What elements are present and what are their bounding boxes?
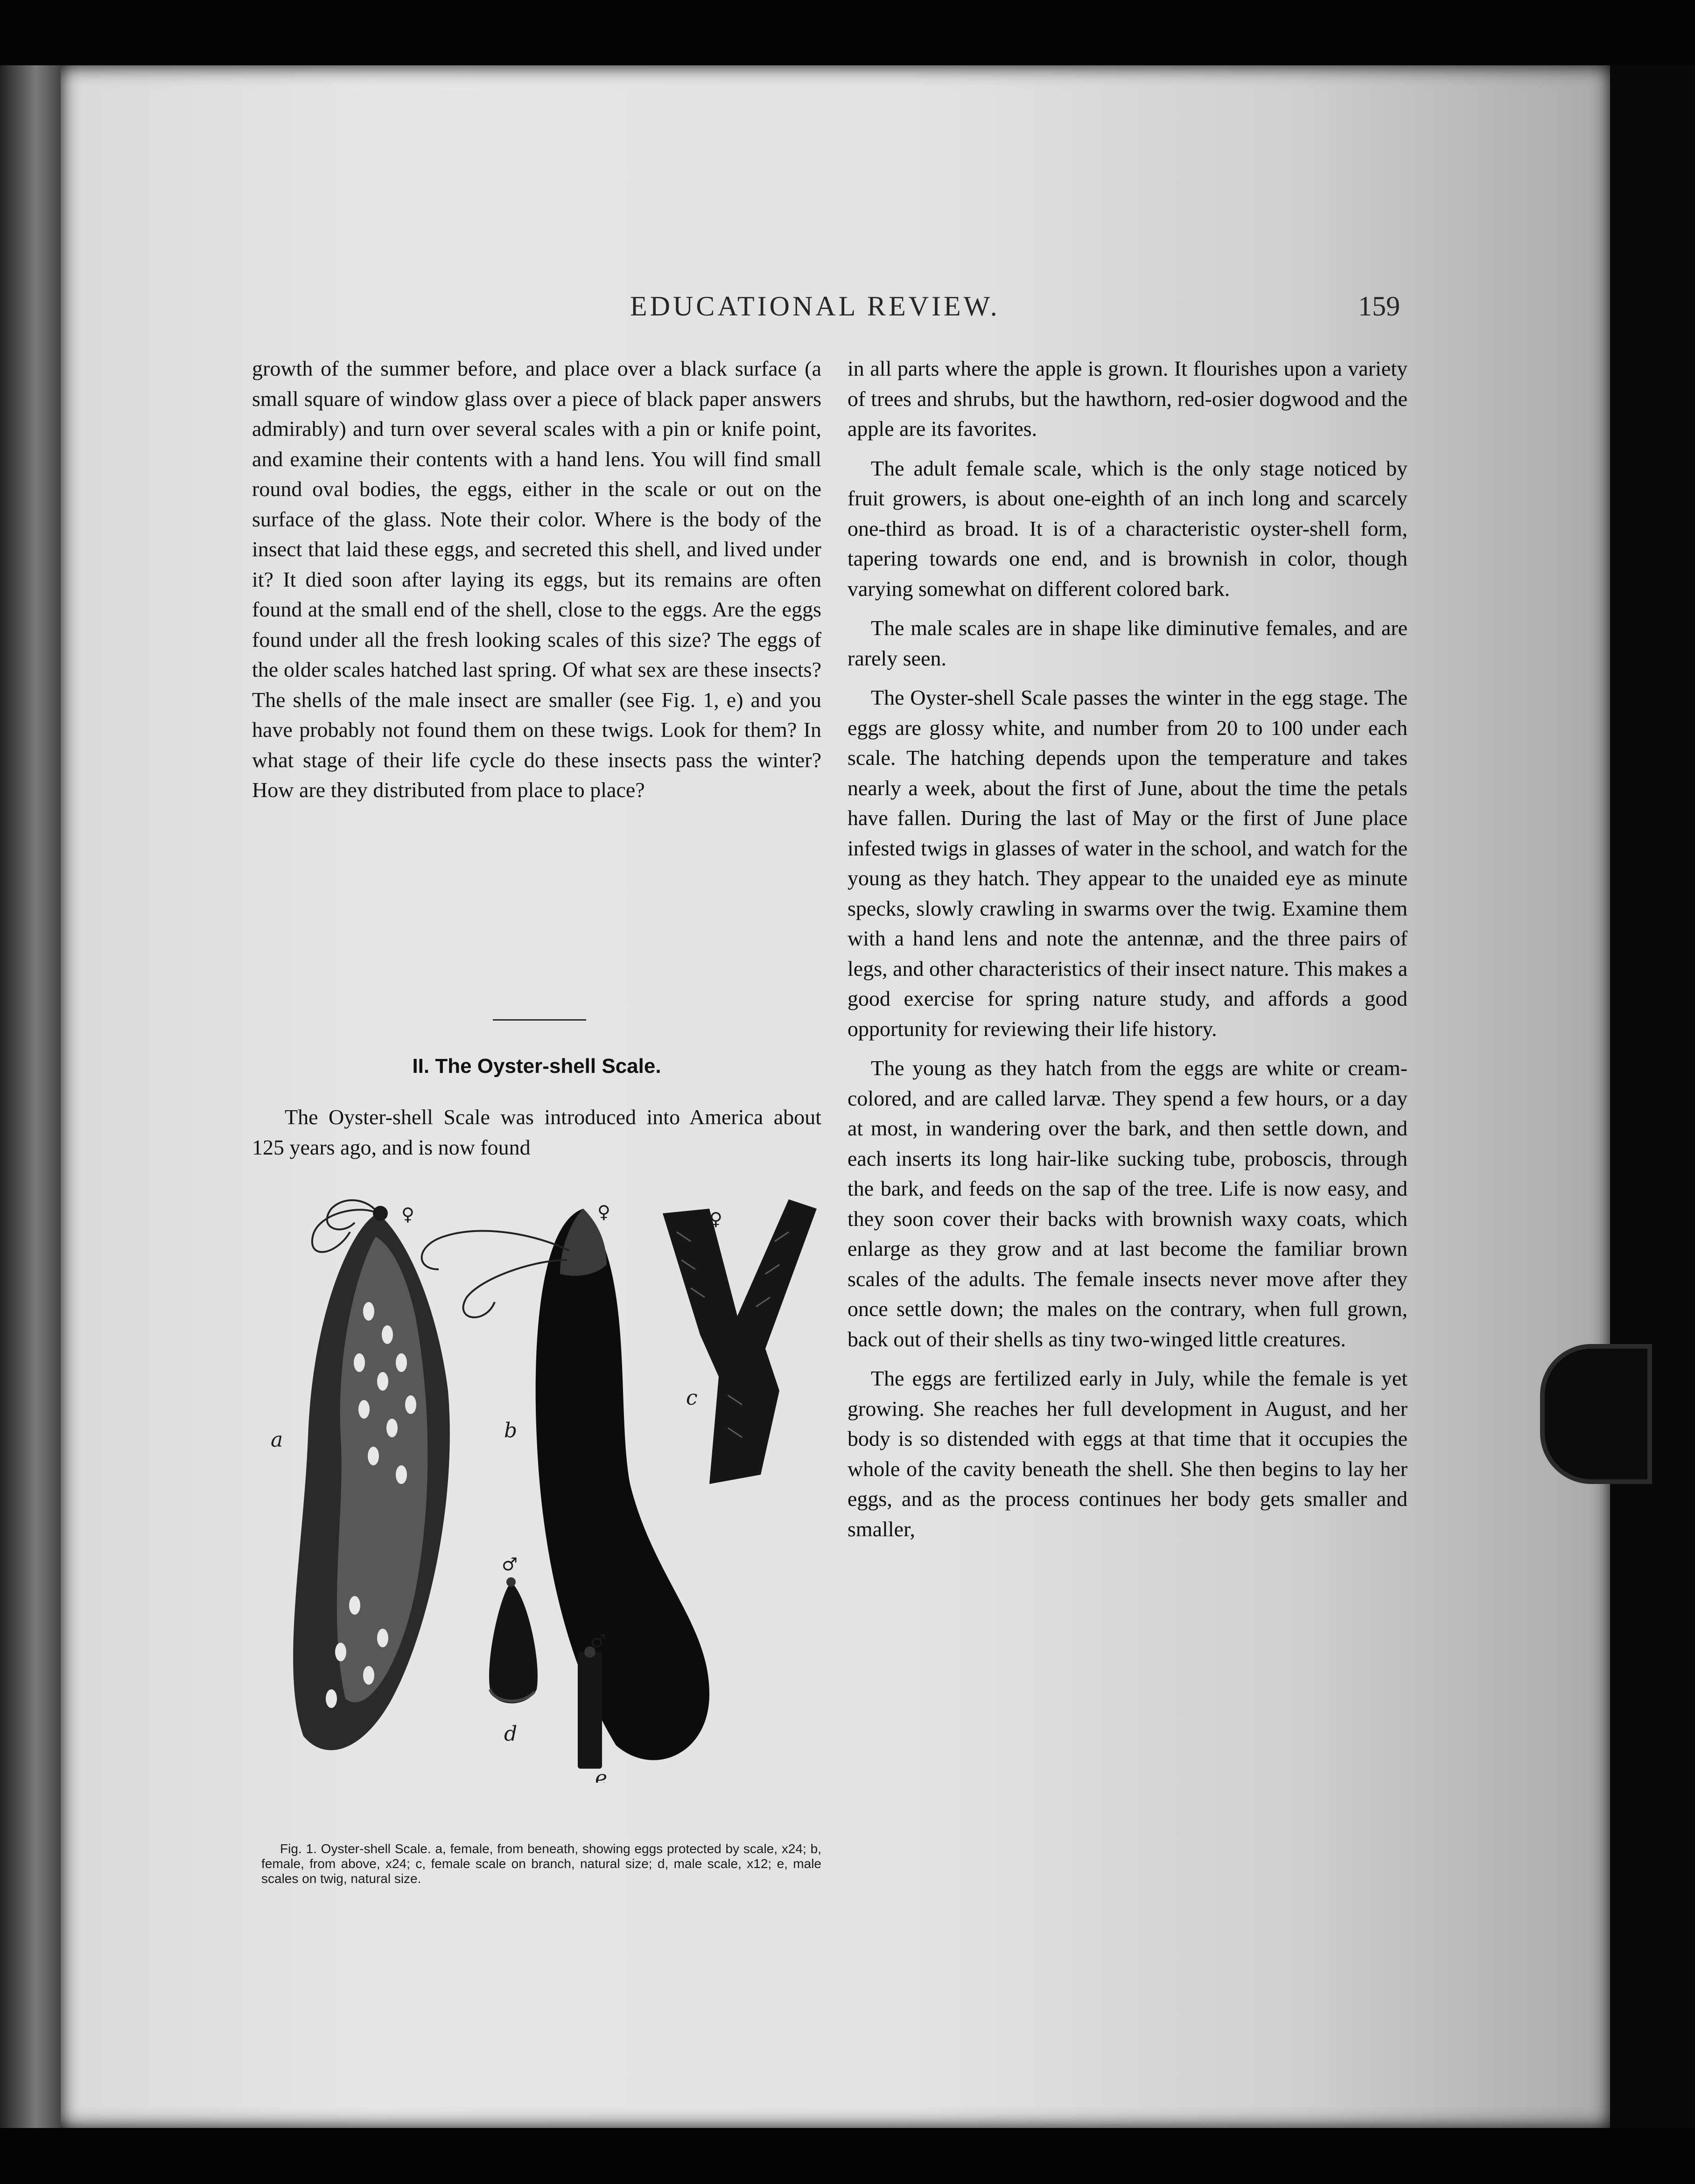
page-edge-shadow (1610, 65, 1695, 2128)
scale-illustration (261, 1195, 821, 1783)
male-symbol-d: ♂ (502, 1554, 518, 1575)
intro-paragraph-block (252, 1102, 821, 1162)
female-symbol-c: ♀ (709, 1209, 722, 1229)
label-c: c (686, 1386, 698, 1410)
label-d: d (504, 1722, 518, 1746)
right-column (848, 354, 1408, 1544)
left-column (252, 354, 821, 805)
caption-text: Fig. 1. Oyster-shell Scale. a, female, from beneath, showing eggs protected by scale, x24; b, female, from above, x24; c, female scale on branch, natural size; d, male scale, x12; e, male scales on twig, natural size. (261, 1841, 821, 1886)
female-scale-above (422, 1209, 709, 1760)
paragraph: The Oyster-shell Scale was introduced into America about 125 years ago, and is now found (252, 1105, 821, 1159)
paragraph: The adult female scale, which is the only stage noticed by fruit growers, is about one-eighth of an inch long and scarcely one-third as broad. It is of a characteristic oyster-shell form, tapering towards one end, and is brownish in color, though varying somewhat on different colored bark. (848, 456, 1408, 601)
binding-gutter (0, 65, 61, 2128)
figure-oyster-shell-scale (261, 1195, 821, 1783)
male-symbol-e: ♂ (590, 1631, 607, 1652)
paragraph: The eggs are fertilized early in July, while the female is yet growing. She reaches her full development in August, and her body is so distended with eggs at that time that it occupies the whole of the cavity beneath the shell. She then begins to lay her eggs, and as the process continues her body gets smaller and smaller, (848, 1366, 1408, 1541)
paragraph: growth of the summer before, and place over a black surface (a small square of window glass over a piece of black paper answers admirably) and turn over several scales with a pin or knife point, and examine their contents with a hand lens. You will find small round oval bodies, the eggs, either in the scale or out on the surface of the glass. Note their color. Where is the body of the insect that laid these eggs, and secreted this shell, and lived under it? It died soon after laying its eggs, but its remains are often found at the small end of the shell, close to the eggs. Are the eggs found under all the fresh looking scales of this size? The eggs of the older scales hatched last spring. Of what sex are these insects? The shells of the male insect are smaller (see Fig. 1, e) and you have probably not found them on these twigs. Look for them? In what stage of their life cycle do these insects pass the winter? How are they distributed from place to place? (252, 357, 821, 802)
journal-title: EDUCATIONAL REVIEW. (630, 291, 1000, 322)
male-scale (489, 1577, 538, 1703)
paragraph: in all parts where the apple is grown. It flourishes upon a variety of trees and shrubs, but the hawthorn, red-osier dogwood and the apple are its favorites. (848, 357, 1408, 441)
label-e: e (595, 1766, 608, 1783)
paragraph: The male scales are in shape like diminutive females, and are rarely seen. (848, 616, 1408, 670)
label-b: b (504, 1419, 518, 1442)
male-scales-on-twig (578, 1646, 602, 1769)
section-heading: II. The Oyster-shell Scale. (412, 1055, 661, 1078)
label-a: a (271, 1428, 283, 1452)
page-number: 159 (1358, 291, 1400, 322)
female-scale-beneath (293, 1200, 450, 1750)
figure-caption (261, 1841, 821, 1886)
section-divider (493, 1019, 586, 1021)
binder-clip (1540, 1344, 1652, 1484)
running-header (630, 290, 1400, 328)
female-symbol-a: ♀ (401, 1204, 414, 1225)
female-scale-on-branch (663, 1199, 817, 1484)
paragraph: The young as they hatch from the eggs are white or cream-colored, and are called larvæ. They spend a few hours, or a day at most, in wandering over the bark, and then settle down, and each inserts its long hair-like sucking tube, proboscis, through the bark, and feeds on the sap of the tree. Life is now easy, and they soon cover their backs with brownish waxy coats, which enlarge as they grow and at last become the familiar brown scales of the adults. The female insects never move after they once settle down; the males on the contrary, when full grown, back out of their shells as tiny two-winged little creatures. (848, 1056, 1408, 1351)
female-symbol-b: ♀ (597, 1202, 610, 1222)
paragraph: The Oyster-shell Scale passes the winter in the egg stage. The eggs are glossy white, and number from 20 to 100 under each scale. The hatching depends upon the temperature and takes nearly a week, about the first of June, about the time the petals have fallen. During the last of May or the first of June place infested twigs in glasses of water in the school, and watch for the young as they hatch. They appear to the unaided eye as minute specks, slowly crawling in swarms over the twig. Examine them with a hand lens and note the antennæ, and the three pairs of legs, and other characteristics of their insect nature. This makes a good exercise for spring nature study, and affords a good opportunity for reviewing their life history. (848, 686, 1408, 1041)
